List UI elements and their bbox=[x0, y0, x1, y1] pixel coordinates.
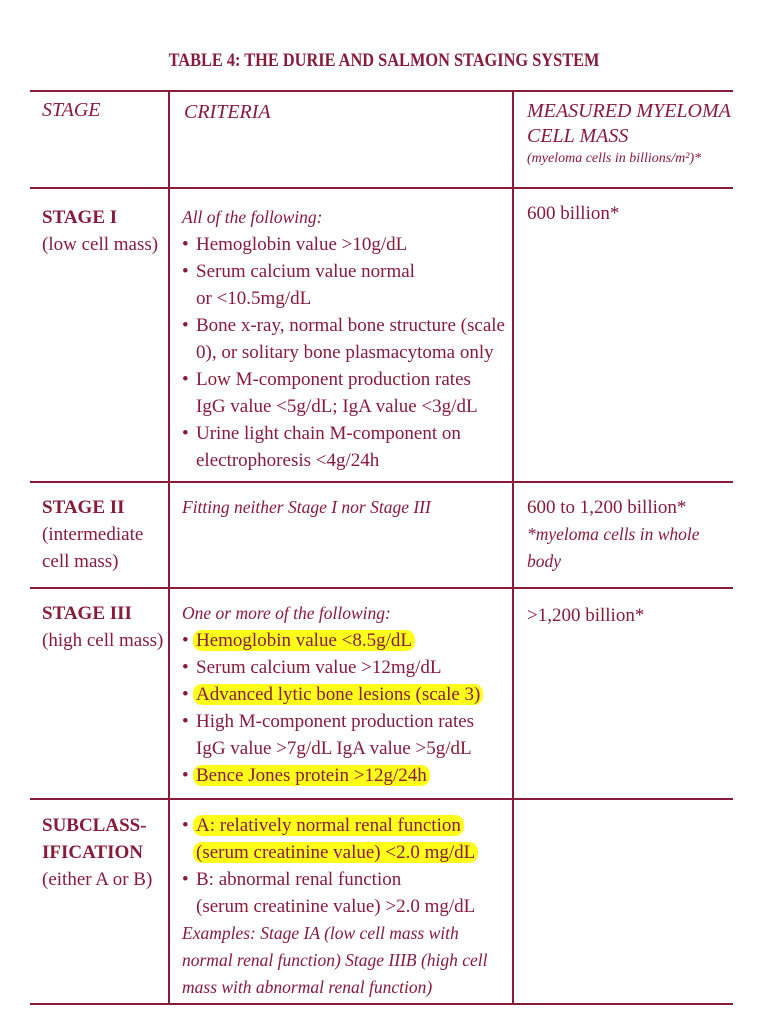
rule-stage2 bbox=[30, 587, 733, 589]
list-item-cont: electrophoresis <4g/24h bbox=[196, 450, 380, 471]
list-item: • Urine light chain M-component on bbox=[182, 423, 461, 444]
list-item-cont: (serum creatinine value) >2.0 mg/dL bbox=[196, 896, 476, 917]
list-item-cont: 0), or solitary bone plasmacytoma only bbox=[196, 342, 494, 363]
stage3-mass: >1,200 billion* bbox=[527, 605, 645, 626]
rule-stage1 bbox=[30, 481, 733, 483]
stage2-criteria bbox=[182, 494, 510, 521]
stage2-name: STAGE II bbox=[42, 497, 125, 518]
rule-stage3 bbox=[30, 798, 733, 800]
list-item: • Serum calcium value >12mg/dL bbox=[182, 657, 442, 678]
stage1-name: STAGE I bbox=[42, 207, 118, 228]
highlight: Hemoglobin value <8.5g/dL bbox=[193, 630, 415, 651]
header-criteria: CRITERIA bbox=[184, 101, 271, 123]
stage3-label bbox=[42, 600, 163, 654]
rule-header bbox=[30, 187, 733, 189]
subclass-desc: (either A or B) bbox=[42, 869, 153, 890]
list-item: • Hemoglobin value <8.5g/dL bbox=[182, 627, 510, 654]
highlight: (serum creatinine value) <2.0 mg/dL bbox=[193, 842, 478, 863]
stage1-criteria bbox=[182, 204, 510, 474]
list-item: • Hemoglobin value >10g/dL bbox=[182, 234, 408, 255]
stage2-mass-note: *myeloma cells in whole body bbox=[527, 524, 700, 571]
stage1-label bbox=[42, 204, 158, 258]
stage2-desc2: cell mass) bbox=[42, 551, 119, 572]
list-item: • Bence Jones protein >12g/24h bbox=[182, 762, 510, 789]
subclass-label bbox=[42, 812, 152, 893]
header-stage: STAGE bbox=[42, 99, 101, 121]
subclass-name1: SUBCLASS- bbox=[42, 815, 147, 836]
list-item: • Bone x-ray, normal bone structure (scale bbox=[182, 315, 505, 336]
subclass-criteria bbox=[182, 812, 510, 1001]
header-mass-line1: MEASURED MYELOMA bbox=[527, 100, 731, 122]
stage3-name: STAGE III bbox=[42, 603, 132, 624]
stage2-label bbox=[42, 494, 143, 575]
list-item-cont bbox=[182, 839, 510, 866]
examples-line3: mass with abnormal renal function) bbox=[182, 977, 433, 997]
list-item-cont: IgG value <5g/dL; IgA value <3g/dL bbox=[196, 396, 478, 417]
subclass-name2: IFICATION bbox=[42, 842, 143, 863]
header-mass-sub: (myeloma cells in billions/m²)* bbox=[527, 151, 702, 166]
list-item: • A: relatively normal renal function bbox=[182, 812, 510, 839]
stage2-mass-value: 600 to 1,200 billion* bbox=[527, 497, 687, 518]
stage2-criteria-text: Fitting neither Stage I nor Stage III bbox=[182, 497, 431, 517]
highlight: Bence Jones protein >12g/24h bbox=[193, 765, 430, 786]
list-item-cont: or <10.5mg/dL bbox=[196, 288, 312, 309]
list-item: • B: abnormal renal function bbox=[182, 869, 402, 890]
stage3-desc: (high cell mass) bbox=[42, 630, 164, 651]
header-mass-line2: CELL MASS bbox=[527, 125, 629, 147]
rule-col2 bbox=[512, 90, 514, 1005]
list-item: • Low M-component production rates bbox=[182, 369, 471, 390]
list-item: • Advanced lytic bone lesions (scale 3) bbox=[182, 681, 510, 708]
stage3-lead: One or more of the following: bbox=[182, 603, 391, 623]
stage2-mass bbox=[527, 494, 732, 575]
stage2-desc1: (intermediate bbox=[42, 524, 144, 545]
examples-line2: normal renal function) Stage IIIB (high cell bbox=[182, 950, 488, 970]
list-item: • High M-component production rates bbox=[182, 711, 475, 732]
highlight: A: relatively normal renal function bbox=[193, 815, 464, 836]
highlight: Advanced lytic bone lesions (scale 3) bbox=[193, 684, 483, 705]
list-item-cont: IgG value >7g/dL IgA value >5g/dL bbox=[196, 738, 472, 759]
table-title: TABLE 4: THE DURIE AND SALMON STAGING SYSTEM bbox=[168, 50, 600, 71]
stage3-criteria bbox=[182, 600, 510, 789]
header-cell-mass bbox=[527, 99, 732, 169]
list-item: • Serum calcium value normal bbox=[182, 261, 415, 282]
stage1-lead: All of the following: bbox=[182, 207, 323, 227]
rule-bottom bbox=[30, 1003, 733, 1005]
examples-line1: Examples: Stage IA (low cell mass with bbox=[182, 923, 459, 943]
rule-col1 bbox=[168, 90, 170, 1005]
stage1-desc: (low cell mass) bbox=[42, 234, 159, 255]
stage1-mass: 600 billion* bbox=[527, 203, 620, 224]
rule-top bbox=[30, 90, 733, 92]
